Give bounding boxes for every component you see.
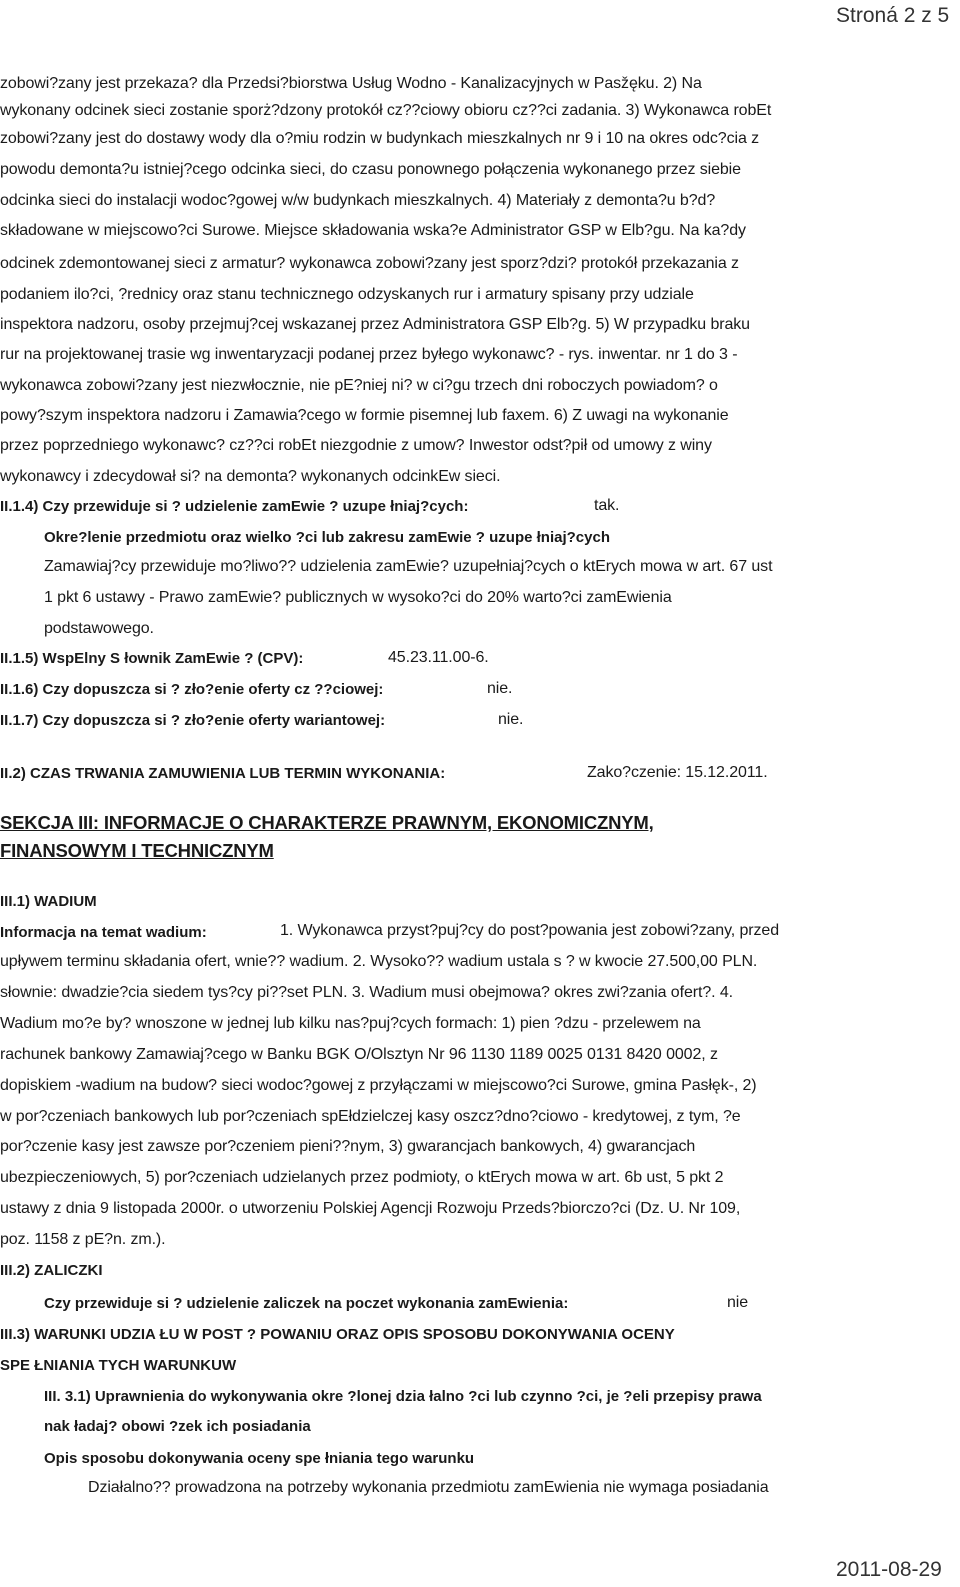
section-III-1-heading: III.1) WADIUM [0, 893, 97, 910]
wadium-line: ustawy z dnia 9 listopada 2000r. o utworzeniu Polskiej Agencji Rozwoju Przeds?biorczo?ci (Dz. U. Nr 109, [0, 1200, 741, 1217]
advance-payment-label: Czy przewiduje si ? udzielenie zaliczek na poczet wykonania zamEwienia: [44, 1295, 569, 1312]
section-II-1-6-value: nie. [487, 680, 513, 697]
body-line: przez poprzedniego wykonawc? cz??ci robEt niezgodnie z umow? Inwestor odst?pił od umowy z winy [0, 437, 712, 454]
wadium-line: Wadium mo?e by? wnoszone w jednej lub kilku nas?puj?cych formach: 1) pien ?dzu - przelewem na [0, 1015, 701, 1032]
body-line: wykonany odcinek sieci zostanie sporż?dzony protokół cz??ciowy obioru cz??ci zadania. 3) Wykonawca robEt [0, 102, 772, 119]
body-line: odcinek zdemontowanej sieci z armatur? wykonawca zobowi?zany jest sporz?dzi? protokół przekazania z [0, 255, 739, 272]
completion-date: Zako?czenie: 15.12.2011. [587, 764, 768, 781]
section-II-1-7-value: nie. [498, 711, 524, 728]
section-II-2-label: II.2) CZAS TRWANIA ZAMUWIENIA LUB TERMIN WYKONANIA: [0, 765, 446, 782]
body-line: odcinka sieci do instalacji wodoc?gowej w/w budynkach mieszkalnych. 4) Materiały z demonta?u b?d? [0, 192, 716, 209]
body-line: powy?szym inspektora nadzoru i Zamawia?cego w formie pisemnej lub faxem. 6) Z uwagi na wykonanie [0, 407, 729, 424]
section-III-2-heading: III.2) ZALICZKI [0, 1262, 103, 1279]
body-line: rur na projektowanej trasie wg inwentaryzacji podanej przez byłego wykonawc? - rys. inwentar. nr 1 do 3 - [0, 346, 738, 363]
body-line: zobowi?zany jest przekaza? dla Przedsi?biorstwa Usług Wodno - Kanalizacyjnych w Pasžęku. 2) Na [0, 75, 702, 92]
section-II-1-4-subheading: Okre?lenie przedmiotu oraz wielko ?ci lub zakresu zamEwie ? uzupe łniaj?cych [44, 529, 610, 546]
section-III-3-1-heading-cont: nak ładaj? obowi ?zek ich posiadania [44, 1418, 311, 1435]
section-II-1-4-line: podstawowego. [44, 620, 154, 637]
section-III-title: SEKCJA III: INFORMACJE O CHARAKTERZE PRAWNYM, EKONOMICZNYM, [0, 812, 654, 833]
section-III-3-heading: III.3) WARUNKI UDZIA ŁU W POST ? POWANIU ORAZ OPIS SPOSOBU DOKONYWANIA OCENY [0, 1326, 675, 1343]
section-III-3-heading-cont: SPE ŁNIANIA TYCH WARUNKUW [0, 1357, 237, 1374]
evaluation-method-text: Działalno?? prowadzona na potrzeby wykonania przedmiotu zamEwienia nie wymaga posiadania [88, 1479, 769, 1496]
body-line: powodu demonta?u istniej?cego odcinka sieci, do czasu ponownego połączenia wykonanego przez siebie [0, 161, 741, 178]
section-II-1-4-label: II.1.4) Czy przewiduje si ? udzielenie zamEwie ? uzupe łniaj?cych: [0, 498, 469, 515]
wadium-line: słownie: dwadzie?cia siedem tys?cy pi??set PLN. 3. Wadium musi obejmowa? okres zwi?zania ofert?. 4. [0, 984, 733, 1001]
wadium-line: upływem terminu składania ofert, wnie?? wadium. 2. Wysoko?? wadium ustala s ? w kwocie 27.500,00 PLN. [0, 953, 758, 970]
wadium-line: 1. Wykonawca przyst?puj?cy do post?powania jest zobowi?zany, przed [280, 922, 780, 939]
section-II-1-4-value: tak. [594, 497, 620, 514]
page-number-header: Stroná 2 z 5 [836, 4, 950, 27]
footer-date: 2011-08-29 [836, 1558, 942, 1581]
wadium-line: rachunek bankowy Zamawiaj?cego w Banku BGK O/Olsztyn Nr 96 1130 1189 0025 0131 8420 0002, z [0, 1046, 718, 1063]
body-line: wykonawcy i zdecydował si? na demonta? wykonanych odcinkEw sieci. [0, 468, 501, 485]
body-line: zobowi?zany jest do dostawy wody dla o?miu rodzin w budynkach mieszkalnych nr 9 i 10 na okres odc?cia z [0, 130, 759, 147]
wadium-line: poz. 1158 z pE?n. zm.). [0, 1231, 166, 1248]
section-II-1-5-label: II.1.5) WspElny S łownik ZamEwie ? (CPV): [0, 650, 304, 667]
wadium-line: ubezpieczeniowych, 5) por?czeniach udzielanych przez podmioty, o ktErych mowa w art. 6b ust, 5 pkt 2 [0, 1169, 724, 1186]
wadium-line: por?czenie kasy jest zawsze por?czeniem pieni??nym, 3) gwarancjach bankowych, 4) gwarancjach [0, 1138, 696, 1155]
section-III-title-cont: FINANSOWYM I TECHNICZNYM [0, 840, 274, 861]
body-line: inspektora nadzoru, osoby przejmuj?cej wskazanej przez Administratora GSP Elb?g. 5) W przypadku braku [0, 316, 750, 333]
wadium-line: w por?czeniach bankowych lub por?czeniach spEłdzielczej kasy oszcz?dno?ciowo - kredytowej, z tym, ?e [0, 1108, 741, 1125]
body-line: wykonawca zobowi?zany jest niezwłocznie, nie pE?niej ni? w ci?gu trzech dni roboczych powiadom? o [0, 377, 718, 394]
evaluation-method-label: Opis sposobu dokonywania oceny spe łniania tego warunku [44, 1450, 475, 1467]
section-II-1-6-label: II.1.6) Czy dopuszcza si ? zło?enie oferty cz ??ciowej: [0, 681, 384, 698]
advance-payment-value: nie [727, 1294, 749, 1311]
wadium-label: Informacja na temat wadium: [0, 924, 207, 941]
body-line: podaniem ilo?ci, ?rednicy oraz stanu technicznego odzyskanych rur i armatury spisany przy udziale [0, 286, 694, 303]
cpv-code: 45.23.11.00-6. [388, 649, 489, 666]
body-line: składowane w miejscowo?ci Surowe. Miejsce składowania wska?e Administrator GSP w Elb?gu. Na ka?dy [0, 222, 746, 239]
wadium-line: dopiskiem -wadium na budow? sieci wodoc?gowej z przyłączami w miejscowo?ci Surowe, gmina Pasłęk-, 2) [0, 1077, 757, 1094]
section-II-1-7-label: II.1.7) Czy dopuszcza si ? zło?enie oferty wariantowej: [0, 712, 386, 729]
section-II-1-4-line: Zamawiaj?cy przewiduje mo?liwo?? udzielenia zamEwie? uzupełniaj?cych o ktErych mowa w art. 67 ust [44, 558, 773, 575]
section-II-1-4-line: 1 pkt 6 ustawy - Prawo zamEwie? publicznych w wysoko?ci do 20% warto?ci zamEwienia [44, 589, 672, 606]
section-III-3-1-heading: III. 3.1) Uprawnienia do wykonywania okre ?lonej dzia łalno ?ci lub czynno ?ci, je ?eli przepisy prawa [44, 1388, 762, 1405]
